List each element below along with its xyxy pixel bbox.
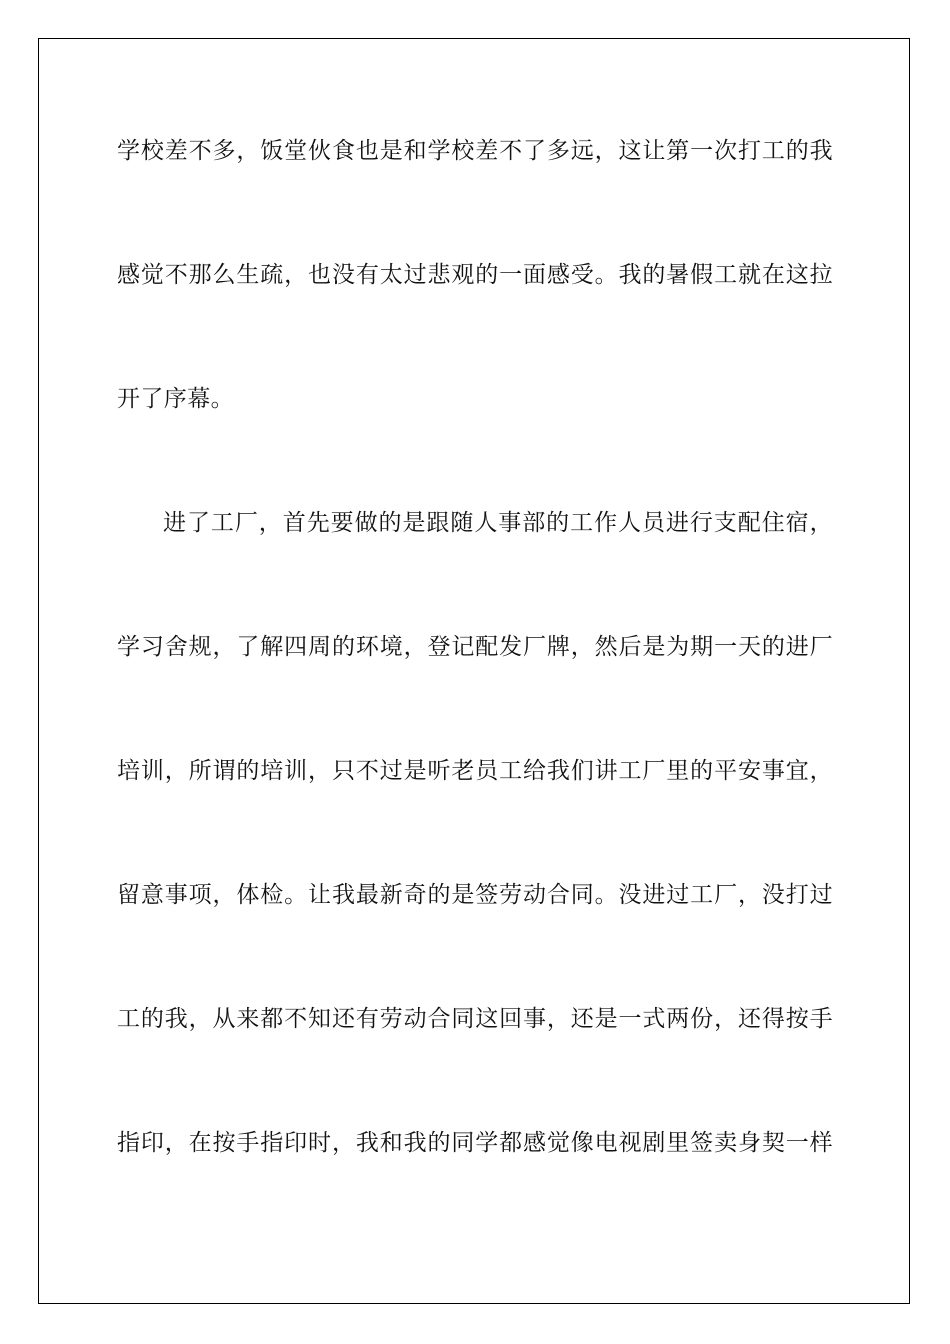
text-line-7: 留意事项，体检。让我最新奇的是签劳动合同。没进过工厂，没打过 xyxy=(117,882,833,908)
text-line-2: 感觉不那么生疏，也没有太过悲观的一面感受。我的暑假工就在这拉 xyxy=(117,262,833,288)
text-line-4: 进了工厂，首先要做的是跟随人事部的工作人员进行支配住宿， xyxy=(163,510,833,536)
page-border xyxy=(38,38,910,1304)
text-line-9: 指印，在按手指印时，我和我的同学都感觉像电视剧里签卖身契一样 xyxy=(117,1130,833,1156)
text-line-5: 学习舍规，了解四周的环境，登记配发厂牌，然后是为期一天的进厂 xyxy=(117,634,833,660)
text-line-6: 培训，所谓的培训，只不过是听老员工给我们讲工厂里的平安事宜， xyxy=(117,758,833,784)
text-line-8: 工的我，从来都不知还有劳动合同这回事，还是一式两份，还得按手 xyxy=(117,1006,833,1032)
text-line-3: 开了序幕。 xyxy=(117,386,234,412)
text-line-1: 学校差不多，饭堂伙食也是和学校差不了多远，这让第一次打工的我 xyxy=(117,138,833,164)
